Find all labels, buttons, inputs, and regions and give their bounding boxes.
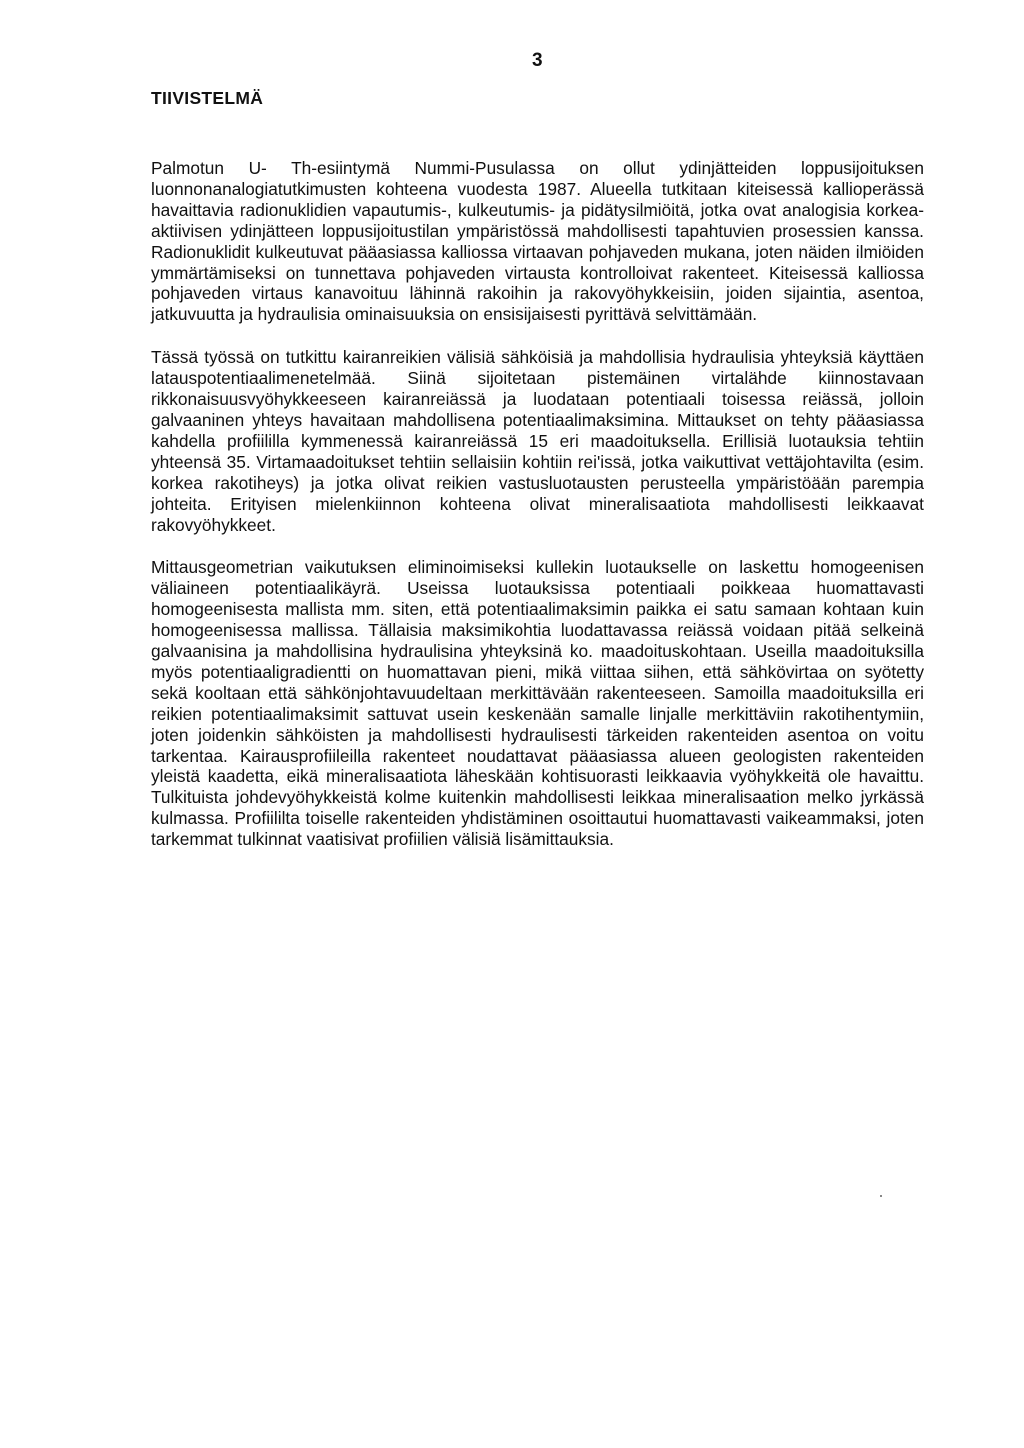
- abstract-body: [151, 158, 924, 850]
- page-number: 3: [532, 50, 543, 71]
- scan-artifact-dot: [880, 1195, 882, 1197]
- paragraph-2: Tässä työssä on tutkittu kairanreikien välisiä sähköisiä ja mahdollisia hydraulisia yhteyksiä käyttäen latauspotentiaalimenetelmää. Siinä sijoitetaan pistemäinen virtalähde kiinnostavaan rikkonaisuusvyöhykkeeseen kairanreiässä ja luodataan potentiaali toisessa reiässä, jolloin galvaaninen yhteys havaitaan mahdollisena potentiaalimaksimina. Mittaukset on tehty pääasiassa kahdella profiililla kymmenessä kairanreiässä 15 eri maadoituksella. Erillisiä luotauksia tehtiin yhteensä 35. Virtamaadoitukset tehtiin sellaisiin kohtiin rei'issä, jotka vaikuttivat vettäjohtavilta (esim. korkea rakotiheys) ja jotka olivat reikien vastusluotausten perusteella ympäristöään parempia johteita. Erityisen mielenkiinnon kohteena olivat mineralisaatiota mahdollisesti leikkaavat rakovyöhykkeet.: [151, 347, 924, 535]
- page-heading: TIIVISTELMÄ: [151, 88, 264, 108]
- paragraph-3: Mittausgeometrian vaikutuksen eliminoimiseksi kullekin luotaukselle on laskettu homogeenisen väliaineen potentiaalikäyrä. Useissa luotauksissa potentiaali poikkeaa huomattavasti homogeenisesta mallista mm. siten, että potentiaalimaksimin paikka ei satu samaan kohtaan kuin homogeenisessa mallissa. Tällaisia maksimikohtia luodattavassa reiässä voidaan pitää selkeinä galvaanisina ja mahdollisina hydraulisina yhteyksinä ko. maadoituskohtaan. Useilla maadoituksilla myös potentiaaligradientti on huomattavan pieni, mikä viittaa siihen, että sähkövirtaa on syötetty sekä kooltaan että sähkönjohtavuudeltaan merkittävään rakenteeseen. Samoilla maadoituksilla eri reikien potentiaalimaksimit sattuvat usein keskenään samalle linjalle merkittäviin rakotihentymiin, joten joidenkin sähköisten ja mahdollisesti hydraulisesti tärkeiden rakenteiden asentoa on voitu tarkentaa. Kairausprofiileilla rakenteet noudattavat pääasiassa alueen geologisten rakenteiden yleistä kaadetta, eikä mineralisaatiota läheskään kohtisuorasti leikkaavia vyöhykkeitä ole havaittu. Tulkituista johdevyöhykkeistä kolme kuitenkin mahdollisesti leikkaa mineralisaation melko jyrkässä kulmassa. Profiililta toiselle rakenteiden yhdistäminen osoittautui huomattavasti vaikeammaksi, joten tarkemmat tulkinnat vaatisivat profiilien välisiä lisämittauksia.: [151, 557, 924, 850]
- paragraph-1: Palmotun U- Th-esiintymä Nummi-Pusulassa on ollut ydinjätteiden loppusijoituksen luonnonanalogiatutkimusten kohteena vuodesta 1987. Alueella tutkitaan kiteisessä kallioperässä havaittavia radionuklidien vapautumis-, kulkeutumis- ja pidätysilmiöitä, jotka ovat analogisia korkea-aktiivisen ydinjätteen loppusijoitustilan ympäristössä mahdollisesti tapahtuvien prosessien kanssa. Radionuklidit kulkeutuvat pääasiassa kalliossa virtaavan pohjaveden mukana, joten näiden ilmiöiden ymmärtämiseksi on tunnettava pohjaveden virtausta kontrolloivat rakenteet. Kiteisessä kalliossa pohjaveden virtaus kanavoituu lähinnä rakoihin ja rakovyöhykkeisiin, joiden sijaintia, asentoa, jatkuvuutta ja hydraulisia ominaisuuksia on ensisijaisesti pyrittävä selvittämään.: [151, 158, 924, 325]
